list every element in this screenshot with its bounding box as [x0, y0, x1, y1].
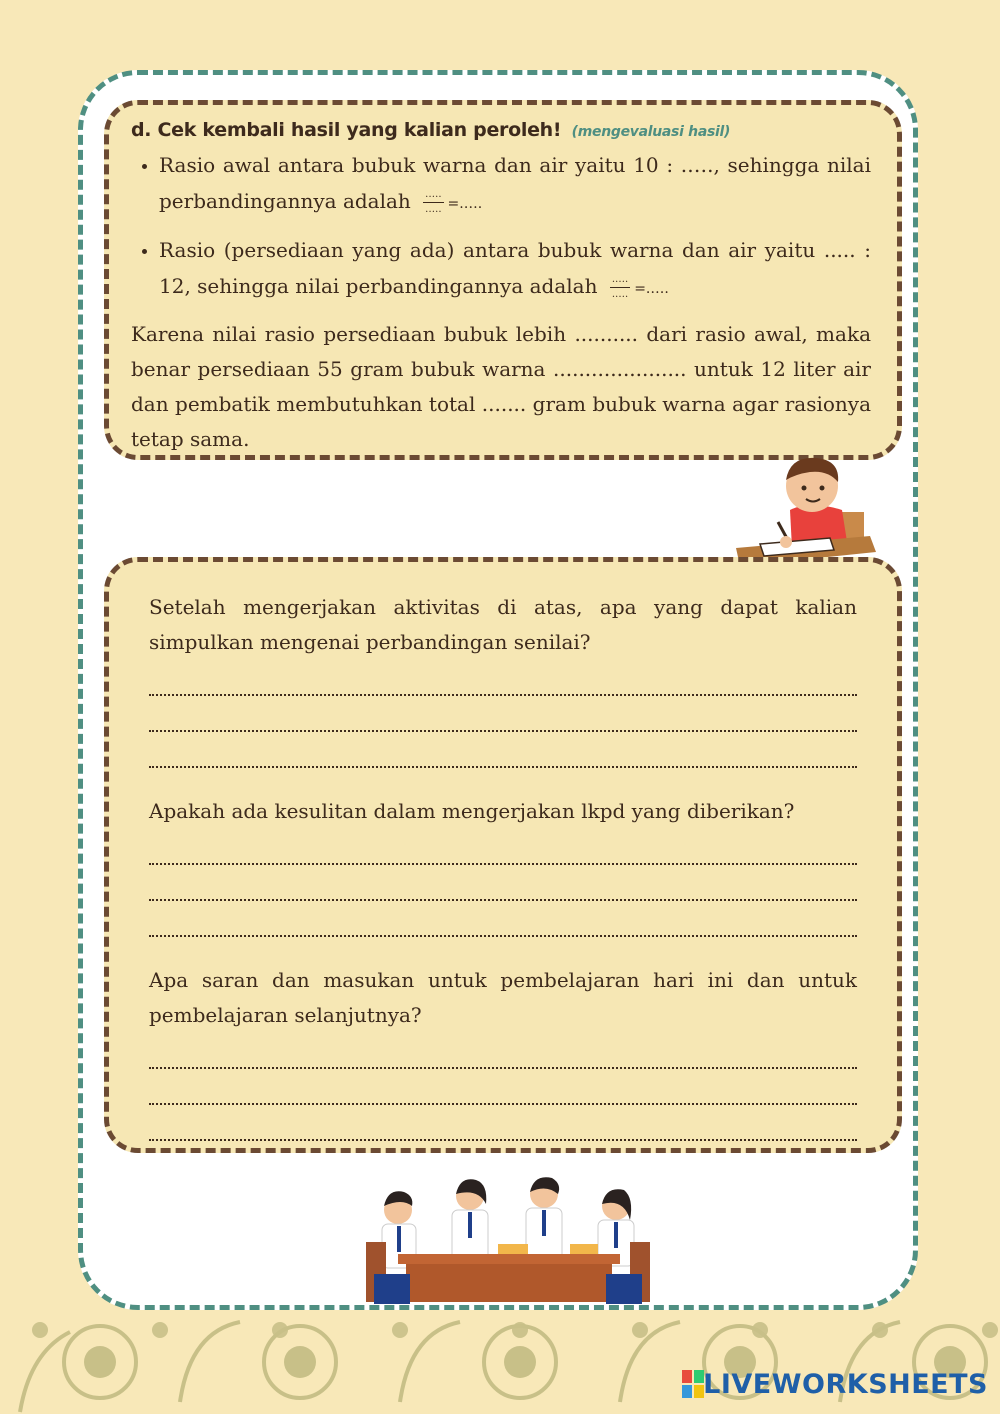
heading-note: (mengevaluasi hasil) [571, 124, 731, 140]
question-text: Setelah mengerjakan aktivitas di atas, apa yang dapat kalian simpulkan mengenai perbandingan senilai? [149, 595, 857, 654]
answer-line[interactable] [149, 865, 857, 901]
conclusion-paragraph: Karena nilai rasio persediaan bubuk lebih .......... dari rasio awal, maka benar persediaan 55 gram bubuk warna ..................... untuk 12 liter air dan pembatik membutuhkan total ....... gram bubuk warna agar rasionya tetap sama. [131, 322, 871, 451]
answer-line[interactable] [149, 1069, 857, 1105]
answer-line[interactable] [149, 901, 857, 937]
list-item: • Rasio (persediaan yang ada) antara bubuk warna dan air yaitu ..... : 12, sehingga nilai perbandingannya adalah $\frac{.\dots.}{.\dots.}$ =.…. [159, 232, 871, 307]
question-text: Apakah ada kesulitan dalam mengerjakan lkpd yang diberikan? [149, 799, 795, 823]
section-heading: d. Cek kembali hasil yang kalian peroleh! (mengevaluasi hasil) [131, 119, 731, 141]
answer-blank[interactable]: =.…. [447, 196, 483, 212]
answer-line[interactable] [149, 660, 857, 696]
decorative-footer [0, 1312, 1000, 1414]
answer-blank[interactable]: =.…. [634, 281, 669, 297]
evaluation-box [104, 100, 902, 460]
answer-line[interactable] [149, 696, 857, 732]
fraction-blank[interactable]: $\frac{.\dots.}{.\dots.}$ [425, 189, 442, 215]
answer-line[interactable] [149, 1033, 857, 1069]
liveworksheets-brand[interactable]: LIVEWORKSHEETS [703, 1369, 988, 1400]
list-item: • Rasio awal antara bubuk warna dan air yaitu 10 : .…., sehingga nilai perbandingannya adalah $\frac{.\dots.}{.\dots.}$ =.…. [159, 147, 871, 222]
students-at-table-illustration [358, 1170, 658, 1312]
answer-line[interactable] [149, 829, 857, 865]
reflection-box [104, 557, 902, 1153]
fraction-blank[interactable]: $\frac{.\dots.}{.\dots.}$ [611, 274, 629, 300]
liveworksheets-logo-icon [682, 1370, 704, 1398]
question-text: Apa saran dan masukan untuk pembelajaran hari ini dan untuk pembelajaran selanjutnya? [149, 968, 857, 1027]
answer-line[interactable] [149, 732, 857, 768]
answer-line[interactable] [149, 1105, 857, 1141]
bullet-list [131, 147, 871, 307]
